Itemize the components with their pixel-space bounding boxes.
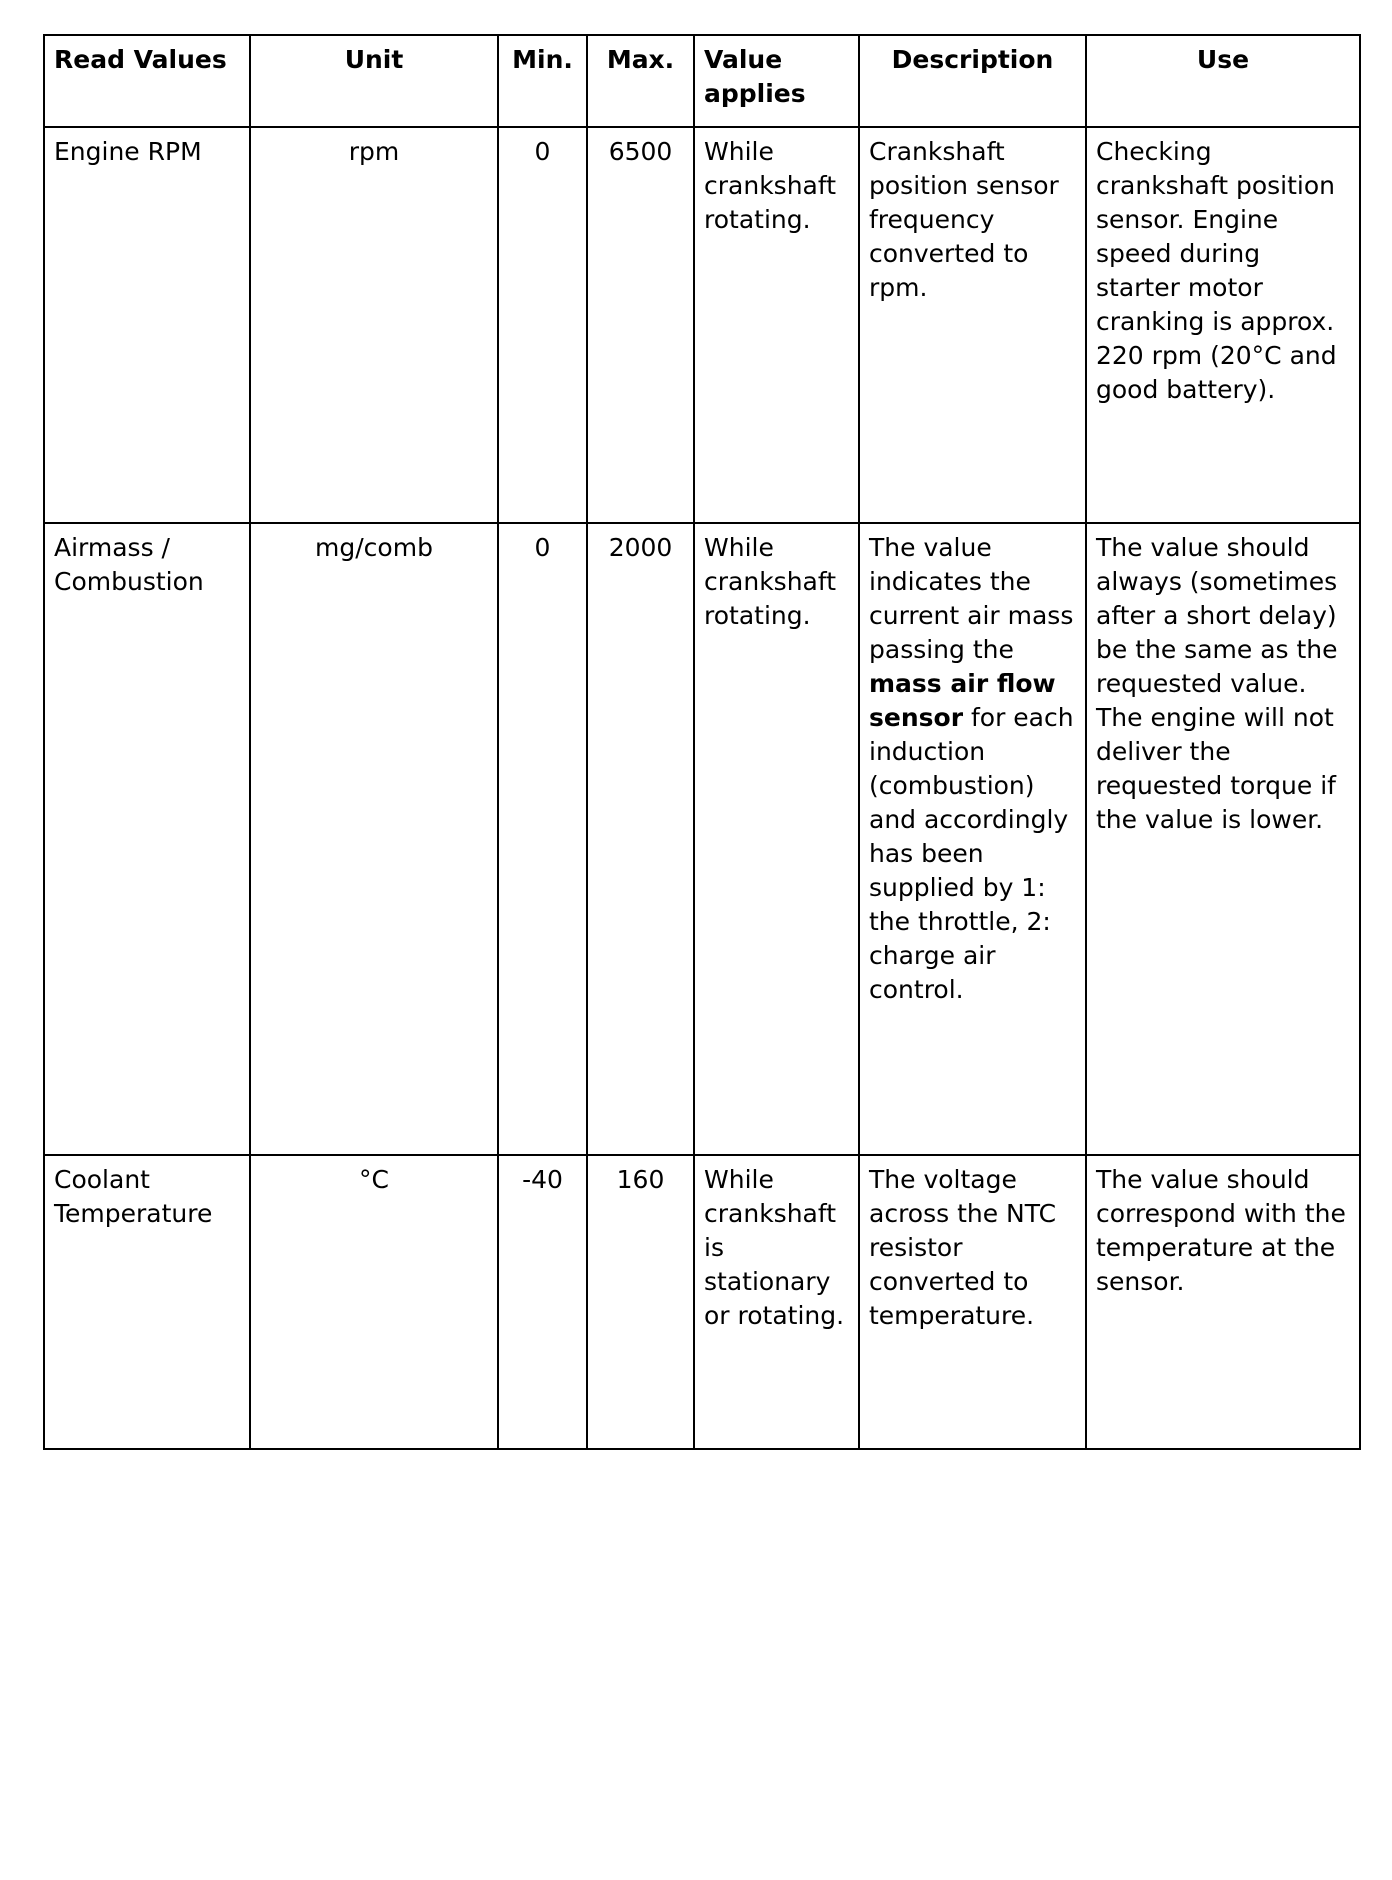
cell-use: The value should always (sometimes after a short delay) be the same as the requested value. The engine will not deliver the requested torque if the value is lower. [1086, 523, 1360, 1155]
header-unit: Unit [250, 35, 498, 127]
header-max: Max. [587, 35, 694, 127]
description-text: Crankshaft position sensor frequency converted to rpm. [869, 137, 1059, 302]
header-min: Min. [498, 35, 587, 127]
cell-read-value: Coolant Temperature [44, 1155, 250, 1449]
cell-use: Checking crankshaft position sensor. Engine speed during starter motor cranking is approx. 220 rpm (20°C and good battery). [1086, 127, 1360, 523]
cell-description [859, 1155, 1086, 1449]
cell-min: 0 [498, 523, 587, 1155]
table-body [44, 127, 1360, 1449]
cell-min: 0 [498, 127, 587, 523]
read-values-table [43, 34, 1361, 1450]
cell-unit: rpm [250, 127, 498, 523]
cell-use: The value should correspond with the temperature at the sensor. [1086, 1155, 1360, 1449]
cell-max: 160 [587, 1155, 694, 1449]
cell-max: 2000 [587, 523, 694, 1155]
cell-read-value: Airmass / Combustion [44, 523, 250, 1155]
cell-read-value: Engine RPM [44, 127, 250, 523]
header-use: Use [1086, 35, 1360, 127]
header-description: Description [859, 35, 1086, 127]
cell-value-applies: While crankshaft is stationary or rotating. [694, 1155, 859, 1449]
cell-value-applies: While crankshaft rotating. [694, 523, 859, 1155]
header-row [44, 35, 1360, 127]
description-text: The value indicates the current air mass passing the [869, 533, 1074, 664]
header-read-values: Read Values [44, 35, 250, 127]
cell-value-applies: While crankshaft rotating. [694, 127, 859, 523]
table-row [44, 523, 1360, 1155]
table-header [44, 35, 1360, 127]
cell-max: 6500 [587, 127, 694, 523]
cell-unit: °C [250, 1155, 498, 1449]
header-value-applies: Value applies [694, 35, 859, 127]
cell-min: -40 [498, 1155, 587, 1449]
description-bold-text: mass air flow sensor [869, 669, 1056, 732]
description-text-after: for each induction (combustion) and accordingly has been supplied by 1: the throttle, 2: charge air control. [869, 703, 1074, 1004]
cell-description [859, 127, 1086, 523]
cell-description [859, 523, 1086, 1155]
table-row [44, 127, 1360, 523]
description-text: The voltage across the NTC resistor converted to temperature. [869, 1165, 1057, 1330]
table-row [44, 1155, 1360, 1449]
cell-unit: mg/comb [250, 523, 498, 1155]
